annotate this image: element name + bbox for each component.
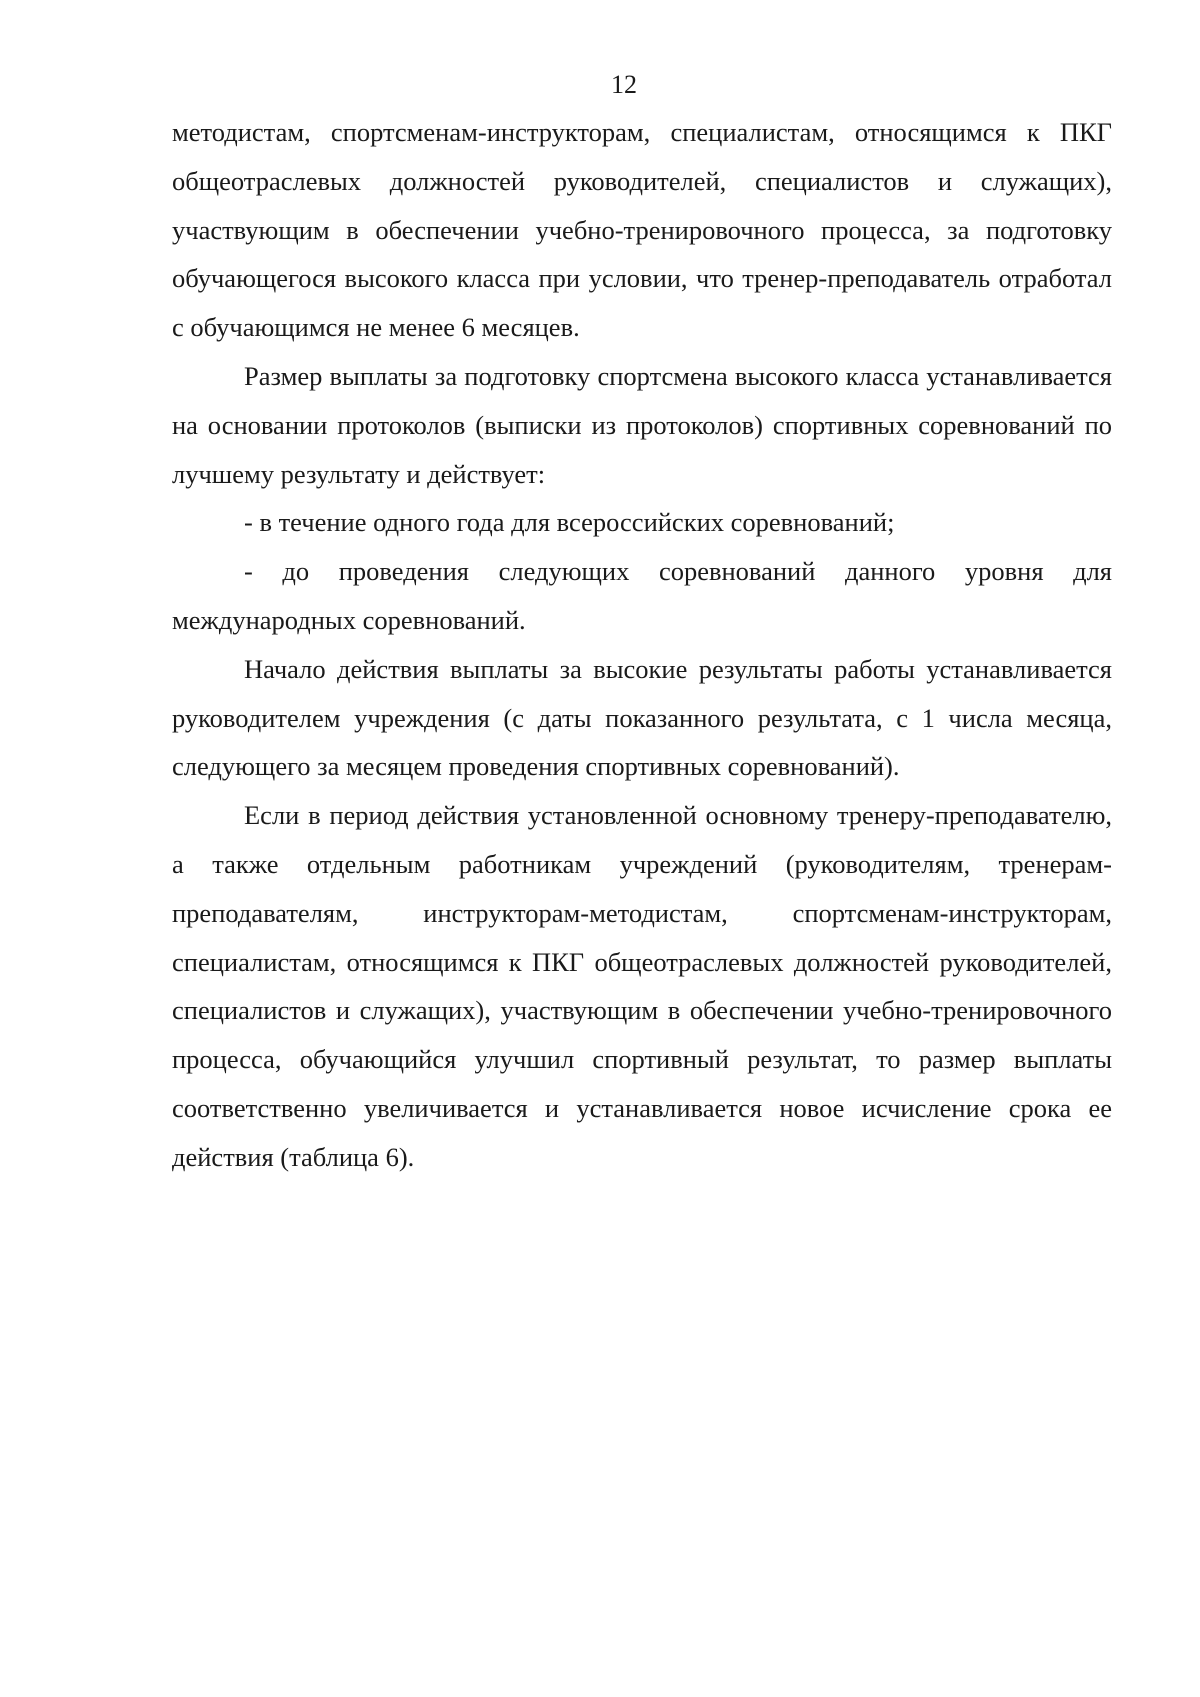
paragraph-payment-start: Начало действия выплаты за высокие результаты работы устанавливается руководителем учреждения (с даты показанного результата, с 1 числа месяца, следующего за месяцем проведения спортивных соревнований).	[172, 653, 1112, 782]
paragraph-result-improvement: Если в период действия установленной основному тренеру-преподавателю, а также отдельным работникам учреждений (руководителям, тренерам-преподавателям, инструкторам-методистам, спортсменам-инструкторам, специалистам, относящимся к ПКГ общеотраслевых должностей руководителей, специалистов и служащих), участвующим в обеспечении учебно-тренировочного процесса, обучающийся улучшил спортивный результат, то размер выплаты соответственно увеличивается и устанавливается новое исчисление срока ее действия (таблица 6).	[172, 800, 1112, 1172]
paragraph-continuation: методистам, спортсменам-инструкторам, специалистам, относящимся к ПКГ общеотраслевых должностей руководителей, специалистов и служащих), участвующим в обеспечении учебно-тренировочного процесса, за подготовку обучающегося высокого класса при условии, что тренер-преподаватель отработал с обучающимся не менее 6 месяцев.	[172, 117, 1112, 343]
page-number: 12	[611, 70, 637, 99]
document-body	[172, 108, 1112, 1182]
paragraph-all-russian-term: - в течение одного года для всероссийских соревнований;	[244, 507, 895, 538]
paragraph-payment-size: Размер выплаты за подготовку спортсмена высокого класса устанавливается на основании протоколов (выписки из протоколов) спортивных соревнований по лучшему результату и действует:	[172, 360, 1112, 489]
paragraph-international-term: - до проведения следующих соревнований данного уровня для международных соревнований.	[172, 556, 1112, 635]
